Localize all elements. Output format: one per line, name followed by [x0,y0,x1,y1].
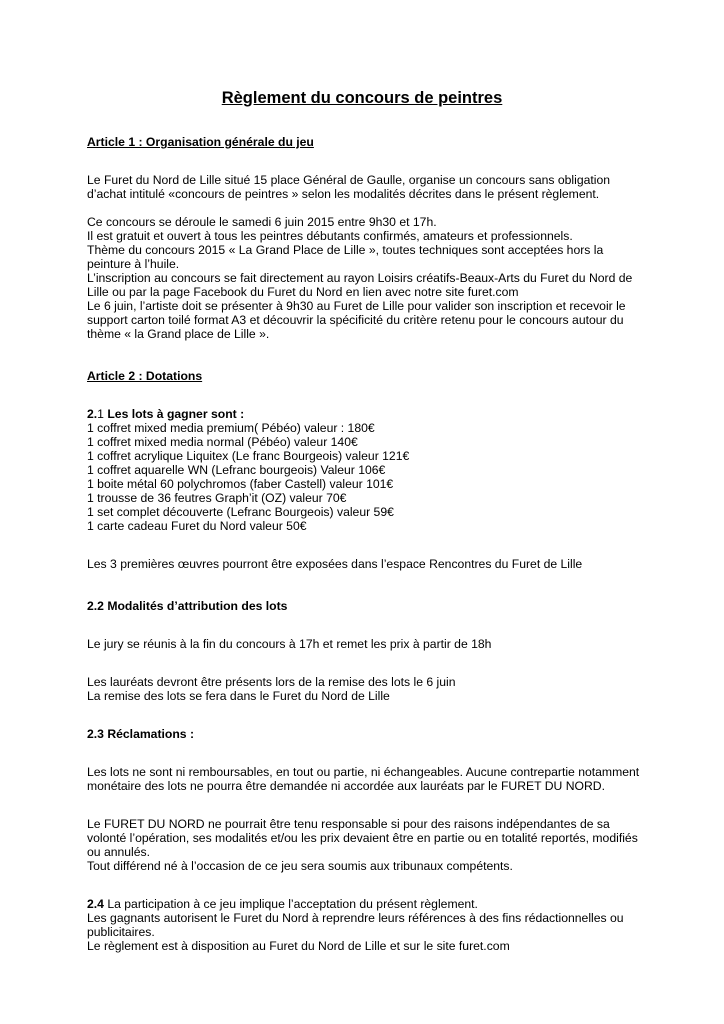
section-2-3-line: Tout différend né à l’occasion de ce jeu sera soumis aux tribunaux compétents. [87,859,513,873]
section-2-1-number-b: 1 [97,407,104,421]
article-1-line: peinture à l’huile. [87,257,180,271]
section-2-1-number-a: 2. [87,407,98,421]
section-2-4-text: La participation à ce jeu implique l’acceptation du présent règlement. [103,897,478,911]
article-1-line: Thème du concours 2015 « La Grand Place de Lille », toutes techniques sont acceptées hors la [87,243,604,257]
article-1-line: support carton toilé format A3 et découvrir la spécificité du critère retenu pour le concours autour du [87,313,624,327]
document-body [87,135,647,953]
section-2-2-line: Le jury se réunis à la fin du concours à 17h et remet les prix à partir de 18h [87,637,492,651]
article-1-line: Ce concours se déroule le samedi 6 juin 2015 entre 9h30 et 17h. [87,215,437,229]
article-1-line: Le 6 juin, l’artiste doit se présenter à 9h30 au Furet de Lille pour valider son inscription et recevoir le [87,299,626,313]
prize-item: 1 coffret aquarelle WN (Lefranc bourgeois) Valeur 106€ [87,463,386,477]
article-1-line: thème « la Grand place de Lille ». [87,327,270,341]
article-1-intro-line: d’achat intitulé «concours de peintres » selon les modalités décrites dans le présent règlement. [87,187,600,201]
article-2-heading: Article 2 : Dotations [87,369,203,383]
section-2-4-line [87,897,647,911]
section-2-4-number: 2.4 [87,897,104,911]
section-2-1-label: Les lots à gagner sont : [107,407,245,421]
section-2-4-line: Le règlement est à disposition au Furet du Nord de Lille et sur le site furet.com [87,939,510,953]
prize-item: 1 set complet découverte (Lefranc Bourgeois) valeur 59€ [87,505,394,519]
section-2-3-heading: 2.3 Réclamations : [87,727,195,741]
section-2-2-line: Les lauréats devront être présents lors de la remise des lots le 6 juin [87,675,456,689]
section-2-4-line: Les gagnants autorisent le Furet du Nord à reprendre leurs références à des fins rédactionnelles ou [87,911,624,925]
section-2-4-line: publicitaires. [87,925,155,939]
section-2-3-line: monétaire des lots ne pourra être demandée ni accordée aux lauréats par le FURET DU NORD. [87,779,605,793]
section-2-3-line: Le FURET DU NORD ne pourrait être tenu responsable si pour des raisons indépendantes de sa [87,817,610,831]
section-2-2-heading: 2.2 Modalités d’attribution des lots [87,599,288,613]
prize-item: 1 trousse de 36 feutres Graph’it (OZ) valeur 70€ [87,491,347,505]
section-2-1-heading [87,407,647,421]
prize-item: 1 coffret mixed media normal (Pébéo) valeur 140€ [87,435,358,449]
prize-item: 1 carte cadeau Furet du Nord valeur 50€ [87,519,307,533]
article-1-heading: Article 1 : Organisation générale du jeu [87,135,314,149]
article-1-intro-line: Le Furet du Nord de Lille situé 15 place Général de Gaulle, organise un concours sans obligation [87,173,611,187]
prize-item: 1 coffret acrylique Liquitex (Le franc Bourgeois) valeur 121€ [87,449,410,463]
article-1-line: Lille ou par la page Facebook du Furet du Nord en lien avec notre site furet.com [87,285,519,299]
section-2-3-line: ou annulés. [87,845,151,859]
article-1-line: L’inscription au concours se fait directement au rayon Loisirs créatifs-Beaux-Arts du Furet du Nord de [87,271,633,285]
page-title: Règlement du concours de peintres [221,89,503,107]
article-1-line: Il est gratuit et ouvert à tous les peintres débutants confirmés, amateurs et professionnels. [87,229,573,243]
section-2-2-line: La remise des lots se fera dans le Furet du Nord de Lille [87,689,390,703]
exposition-note: Les 3 premières œuvres pourront être exposées dans l’espace Rencontres du Furet de Lille [87,557,583,571]
section-2-3-line: Les lots ne sont ni remboursables, en tout ou partie, ni échangeables. Aucune contrepartie notamment [87,765,640,779]
prize-item: 1 boite métal 60 polychromos (faber Castell) valeur 101€ [87,477,394,491]
section-2-3-line: volonté l’opération, ses modalités et/ou les prix devaient être en partie ou en totalité reportés, modifiés [87,831,638,845]
prize-item: 1 coffret mixed media premium( Pébéo) valeur : 180€ [87,421,375,435]
